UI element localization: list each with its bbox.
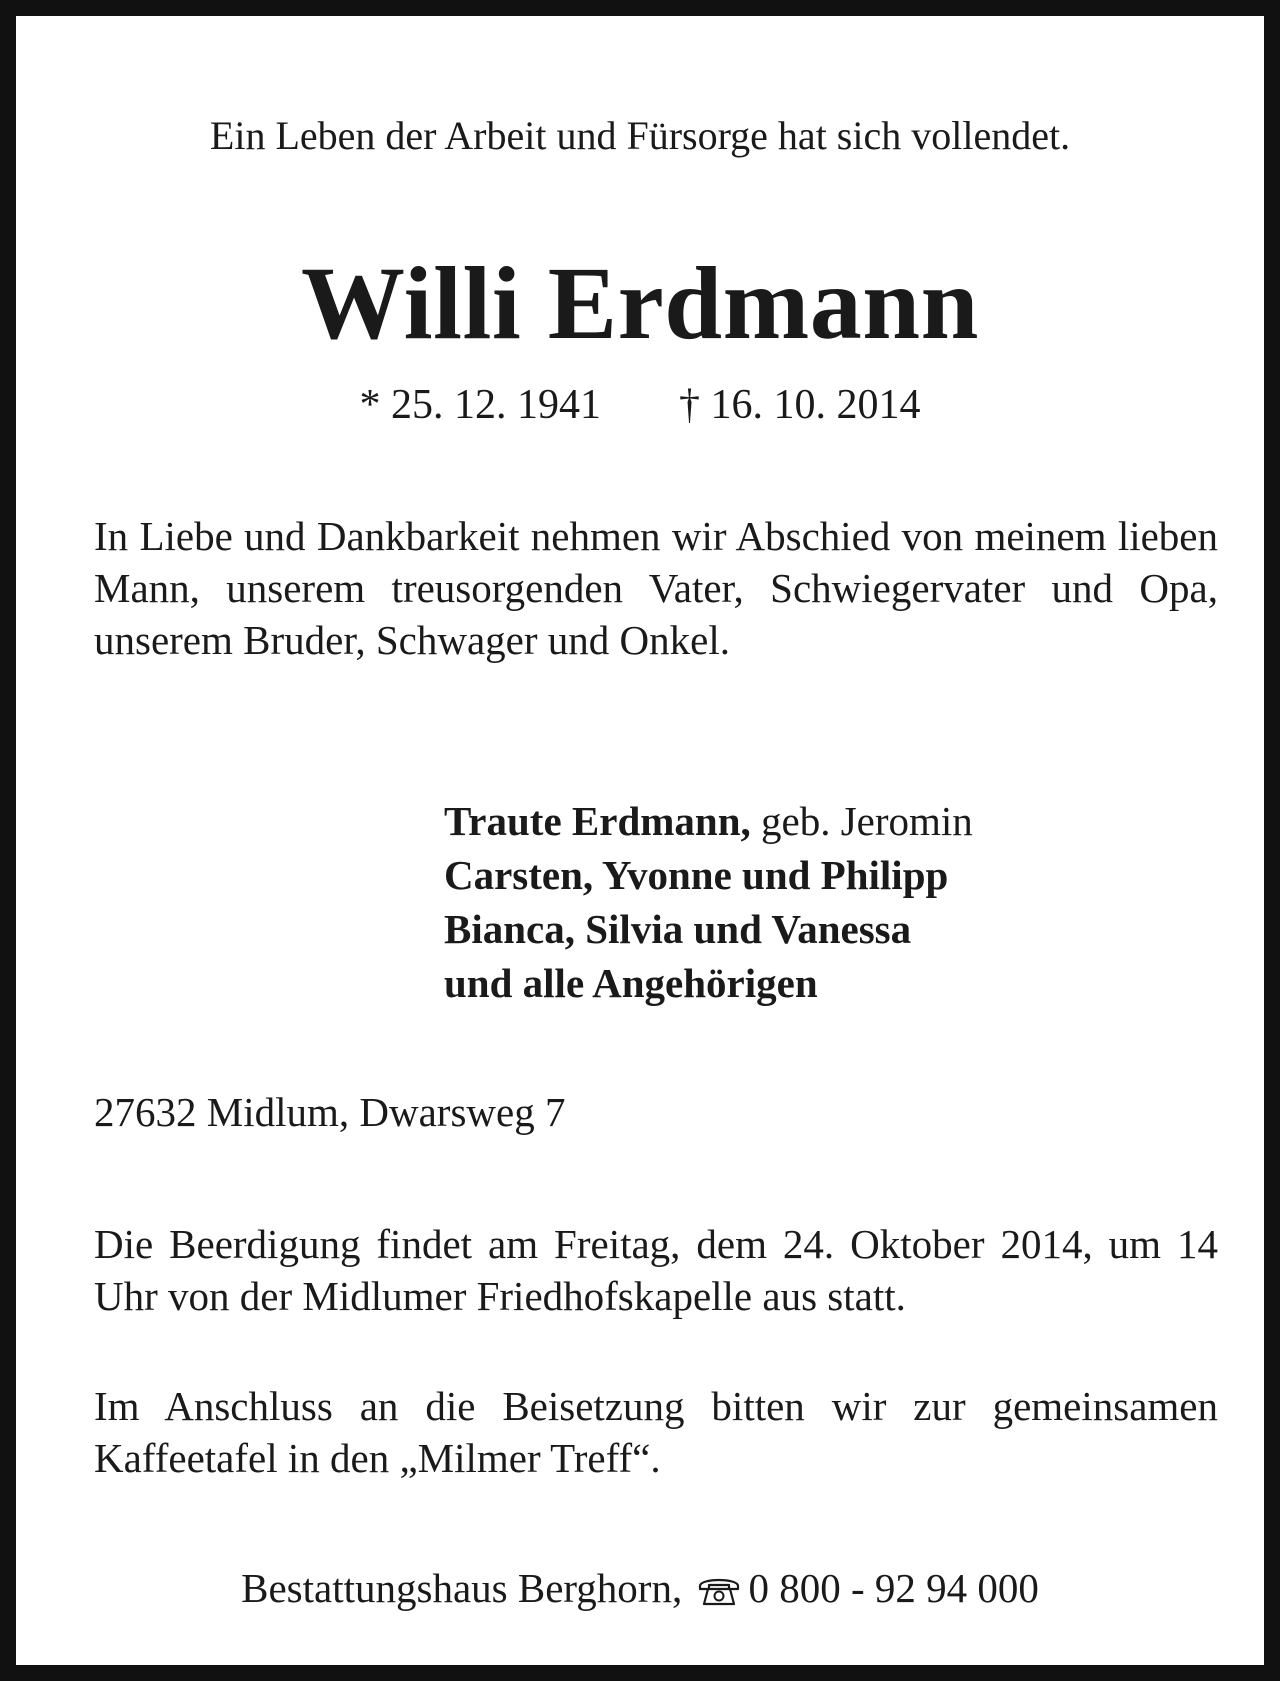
birth-date: * 25. 12. 1941 <box>359 382 601 428</box>
funeral-text: Die Beerdigung findet am Freitag, dem 24. Oktober 2014, um 14 Uhr von der Midlumer Friedhofskapelle aus statt. <box>94 1221 1218 1319</box>
signer-name: Traute Erdmann, <box>444 798 751 844</box>
address: 27632 Midlum, Dwarsweg 7 <box>94 1089 566 1135</box>
signer-line: und alle Angehörigen <box>444 960 818 1006</box>
death-date: † 16. 10. 2014 <box>679 382 921 428</box>
farewell-text: In Liebe und Dankbarkeit nehmen wir Abschied von meinem lieben Mann, unserem treusorgenden Vater, Schwiegervater und Opa, unserem Bruder, Schwager und Onkel. <box>94 513 1218 663</box>
reception-text: Im Anschluss an die Beisetzung bitten wir zur gemeinsamen Kaffeetafel in den „Milmer Treff“. <box>94 1383 1218 1481</box>
signer-line <box>444 794 973 848</box>
signer-maiden-name: geb. Jeromin <box>750 798 973 844</box>
undertaker-footer <box>32 1562 1248 1620</box>
phone-number: 0 800 - 92 94 000 <box>748 1565 1039 1611</box>
signer-line: Carsten, Yvonne und Philipp <box>444 852 949 898</box>
life-dates <box>32 380 1248 430</box>
signer-line: Bianca, Silvia und Vanessa <box>444 906 912 952</box>
telephone-icon <box>696 1568 742 1620</box>
undertaker-name: Bestattungshaus Berghorn, <box>241 1565 683 1611</box>
signers-list <box>444 794 973 1010</box>
motto: Ein Leben der Arbeit und Fürsorge hat sich vollendet. <box>209 113 1071 158</box>
deceased-name: Willi Erdmann <box>301 246 979 361</box>
